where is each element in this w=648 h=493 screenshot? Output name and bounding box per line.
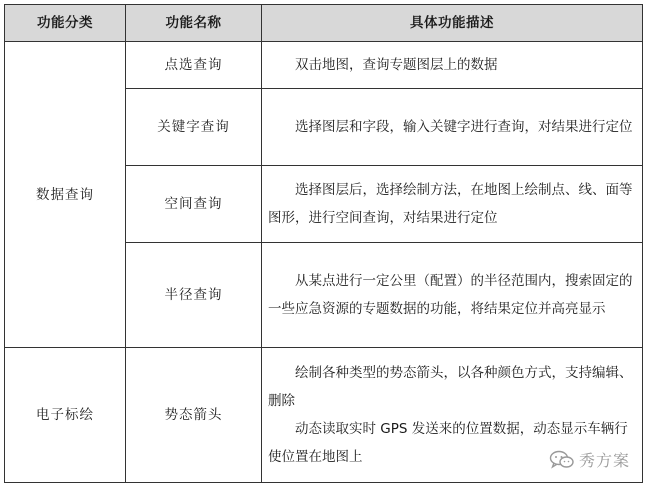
watermark [549,448,630,471]
table-row [5,348,643,483]
header-function-name: 功能名称 [126,5,262,42]
desc-paragraph: 选择图层和字段，输入关键字进行查询，对结果进行定位 [295,119,633,135]
watermark-text: 秀方案 [578,451,630,470]
category-cell: 数据查询 [5,42,126,348]
function-name-cell: 点选查询 [126,42,262,89]
function-name-cell: 半径查询 [126,243,262,348]
desc-paragraph: 选择图层后，选择绘制方法，在地图上绘制点、线、面等图形，进行空间查询，对结果进行定位 [268,182,633,226]
category-cell: 电子标绘 [5,348,126,483]
function-desc-cell [262,42,643,89]
function-name-cell: 空间查询 [126,166,262,243]
function-table [4,4,643,483]
header-function-desc: 具体功能描述 [262,5,643,42]
function-desc-cell [262,243,643,348]
desc-paragraph: 动态读取实时 GPS 发送来的位置数据，动态显示车辆行使位置在地图上 [268,421,628,465]
function-name-cell: 势态箭头 [126,348,262,483]
header-category: 功能分类 [5,5,126,42]
function-table-container [4,4,642,483]
wechat-icon [549,450,575,470]
function-desc-cell [262,166,643,243]
function-desc-cell [262,89,643,166]
desc-paragraph: 双击地图，查询专题图层上的数据 [295,57,498,73]
desc-paragraph: 从某点进行一定公里（配置）的半径范围内，搜索固定的一些应急资源的专题数据的功能，将结果定位并高亮显示 [268,273,633,317]
desc-paragraph: 绘制各种类型的势态箭头，以各种颜色方式，支持编辑、删除 [268,365,633,409]
table-row [5,42,643,89]
function-name-cell: 关键字查询 [126,89,262,166]
table-header-row [5,5,643,42]
